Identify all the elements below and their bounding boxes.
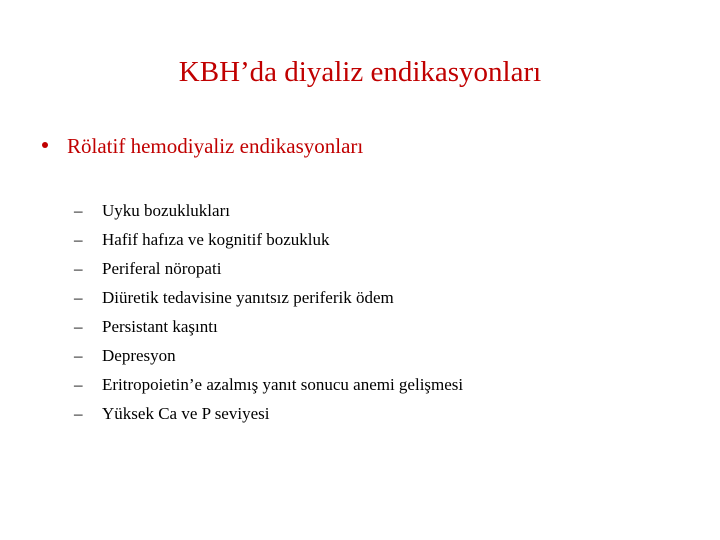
list-item: [74, 283, 463, 312]
list-item: [74, 312, 463, 341]
list-item: [74, 254, 463, 283]
list-item-text: Periferal nöropati: [102, 258, 222, 278]
sub-bullet-list: [74, 196, 463, 428]
main-bullet: [42, 131, 363, 161]
list-item-text: Persistant kaşıntı: [102, 316, 218, 336]
list-item: [74, 225, 463, 254]
list-item: [74, 399, 463, 428]
dash-icon: –: [74, 287, 83, 307]
dash-icon: –: [74, 345, 83, 365]
dash-icon: –: [74, 403, 83, 423]
dash-icon: –: [74, 200, 83, 220]
main-bullet-text: Rölatif hemodiyaliz endikasyonları: [67, 133, 364, 158]
bullet-dot-icon: [42, 142, 48, 148]
dash-icon: –: [74, 316, 83, 336]
list-item-text: Diüretik tedavisine yanıtsız periferik ödem: [102, 287, 394, 307]
list-item-text: Hafif hafıza ve kognitif bozukluk: [102, 229, 330, 249]
dash-icon: –: [74, 374, 83, 394]
slide-title: KBH’da diyaliz endikasyonları: [178, 56, 542, 88]
list-item-text: Uyku bozuklukları: [102, 200, 230, 220]
list-item-text: Yüksek Ca ve P seviyesi: [102, 403, 270, 423]
dash-icon: –: [74, 258, 83, 278]
list-item-text: Eritropoietin’e azalmış yanıt sonucu anemi gelişmesi: [102, 374, 464, 394]
list-item: [74, 370, 463, 399]
dash-icon: –: [74, 229, 83, 249]
list-item-text: Depresyon: [102, 345, 176, 365]
list-item: [74, 341, 463, 370]
list-item: [74, 196, 463, 225]
